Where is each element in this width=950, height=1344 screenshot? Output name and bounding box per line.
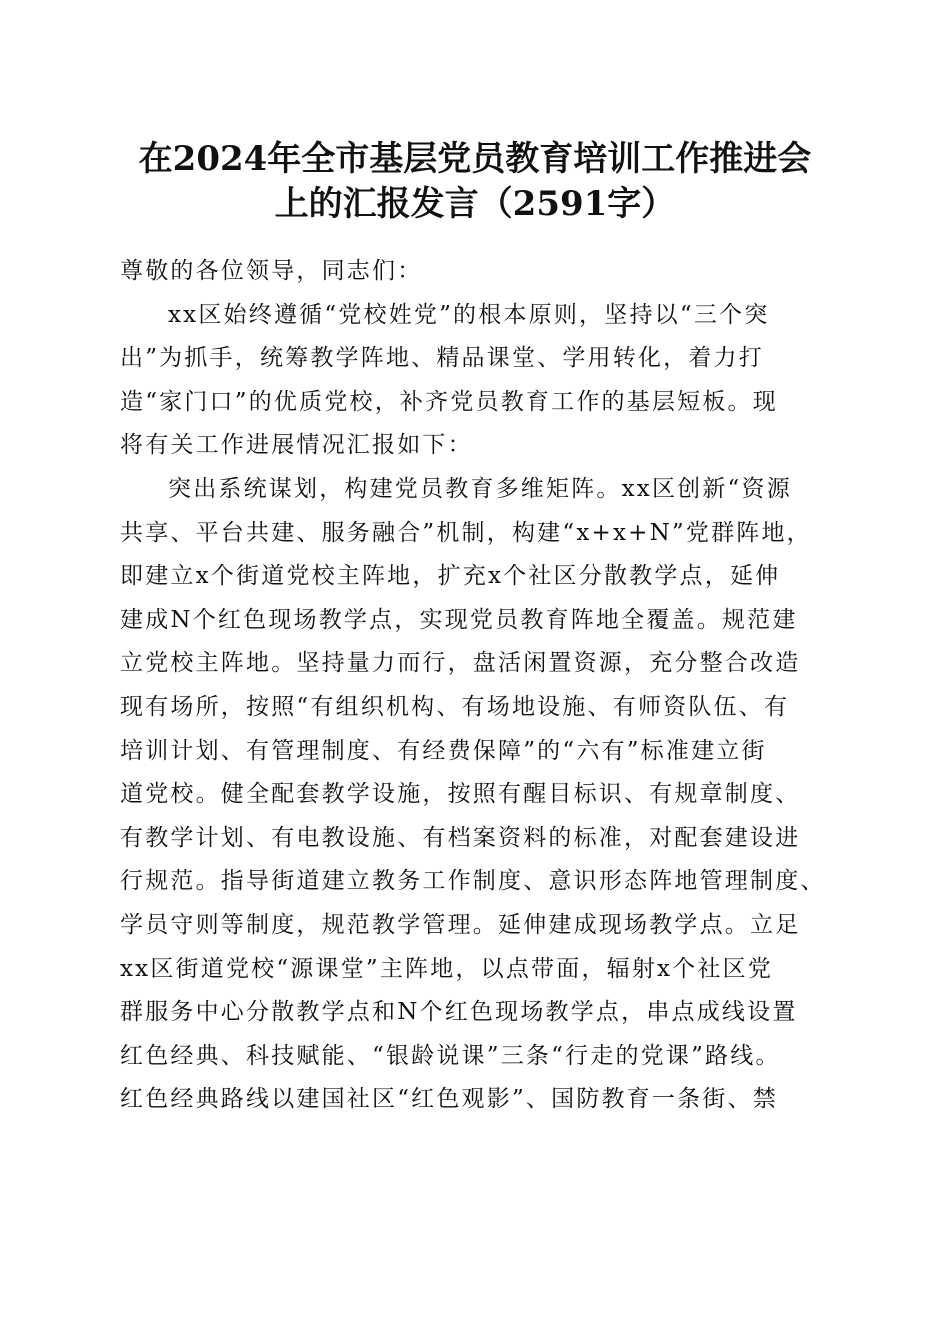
greeting: 尊敬的各位领导，同志们： bbox=[120, 258, 423, 284]
paragraph-2-line: 现有场所，按照“有组织机构、有场地设施、有师资队伍、有 bbox=[120, 693, 790, 720]
paragraph-2-line: xx区街道党校“源课堂”主阵地，以点带面，辐射x个社区党 bbox=[120, 955, 774, 982]
paragraph-2-line: 立党校主阵地。坚持量力而行，盘活闲置资源，充分整合改造 bbox=[120, 650, 801, 677]
paragraph-2-line: 建成N个红色现场教学点，实现党员教育阵地全覆盖。规范建 bbox=[120, 606, 798, 633]
paragraph-2-line: 即建立x个街道党校主阵地，扩充x个社区分散教学点，延伸 bbox=[120, 563, 781, 590]
paragraph-1-line: xx区始终遵循“党校姓党”的根本原则，坚持以“三个突 bbox=[168, 301, 770, 328]
paragraph-2-line: 学员守则等制度，规范教学管理。延伸建成现场教学点。立足 bbox=[120, 911, 801, 938]
title-line: 在2024年全市基层党员教育培训工作推进会 bbox=[138, 139, 812, 179]
document-title bbox=[0, 137, 950, 227]
paragraph-1-line: 造“家门口”的优质党校，补齐党员教育工作的基层短板。现 bbox=[120, 388, 778, 415]
paragraph-2-line: 共享、平台共建、服务融合”机制，构建“x+x+N”党群阵地， bbox=[120, 519, 812, 546]
paragraph-2-line: 突出系统谋划，构建党员教育多维矩阵。xx区创新“资源 bbox=[168, 475, 792, 502]
title-line: 上的汇报发言（2591字） bbox=[274, 184, 676, 224]
document-body bbox=[120, 250, 840, 1122]
paragraph-1-line: 将有关工作进展情况汇报如下： bbox=[120, 432, 473, 459]
paragraph-2-line: 群服务中心分散教学点和N个红色现场教学点，串点成线设置 bbox=[120, 999, 798, 1026]
paragraph-2-line: 道党校。健全配套教学设施，按照有醒目标识、有规章制度、 bbox=[120, 781, 801, 808]
paragraph-2-line: 有教学计划、有电教设施、有档案资料的标准，对配套建设进 bbox=[120, 824, 801, 851]
paragraph-2-line: 红色经典、科技赋能、“银龄说课”三条“行走的党课”路线。 bbox=[120, 1042, 781, 1069]
paragraph-2-line: 行规范。指导街道建立教务工作制度、意识形态阵地管理制度、 bbox=[120, 868, 826, 895]
paragraph-2-line: 红色经典路线以建国社区“红色观影”、国防教育一条街、禁 bbox=[120, 1086, 778, 1113]
paragraph-1-line: 出”为抓手，统筹教学阵地、精品课堂、学用转化，着力打 bbox=[120, 345, 764, 372]
paragraph-2-line: 培训计划、有管理制度、有经费保障”的“六有”标准建立街 bbox=[120, 737, 767, 764]
